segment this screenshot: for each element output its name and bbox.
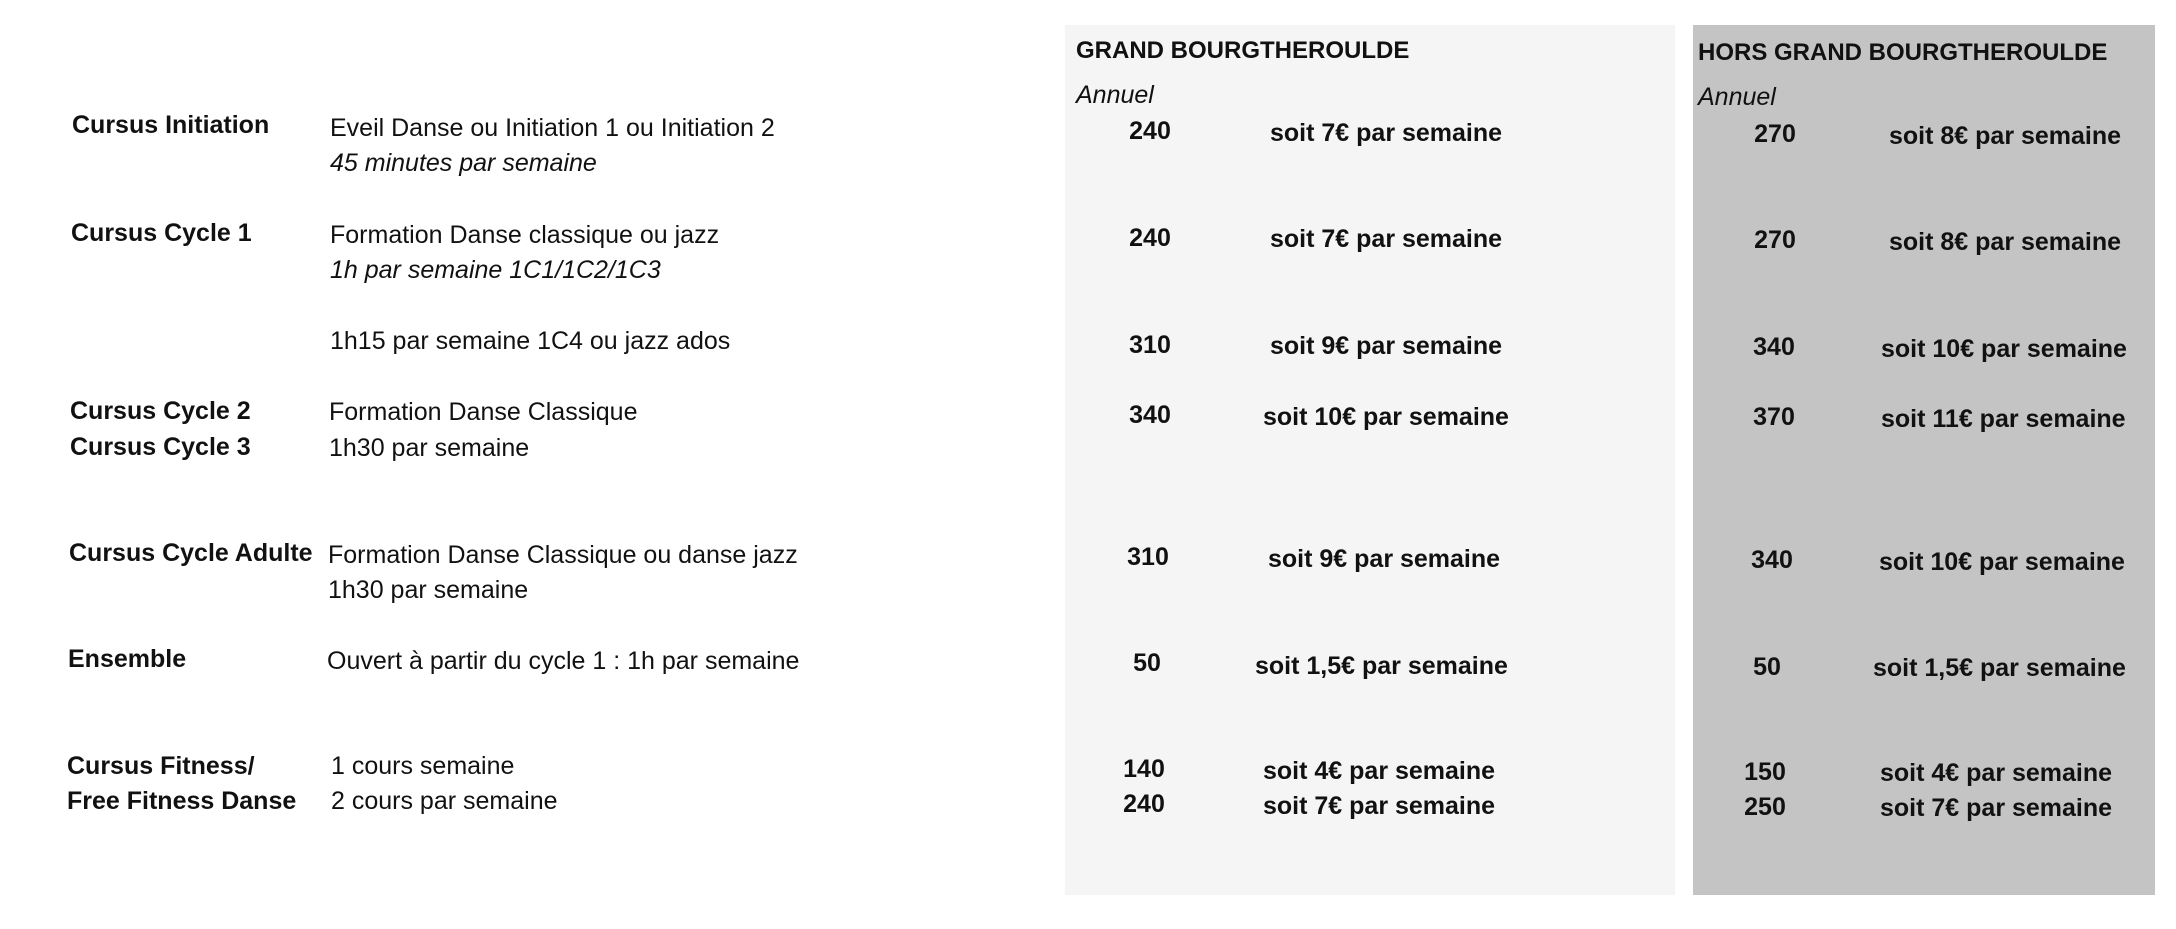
course-name: Free Fitness Danse <box>67 787 297 815</box>
course-name: Cursus Cycle 3 <box>70 433 251 461</box>
grand-weekly-price: soit 4€ par semaine <box>1263 757 1496 785</box>
course-duration: 1h30 par semaine <box>329 434 530 462</box>
course-name: Cursus Initiation <box>72 111 270 139</box>
course-description: 2 cours par semaine <box>331 787 558 815</box>
course-duration: 45 minutes par semaine <box>330 149 597 177</box>
hors-weekly-price: soit 7€ par semaine <box>1880 794 2113 822</box>
grand-annual-price: 310 <box>1127 543 1169 571</box>
course-name: Cursus Cycle Adulte <box>69 539 313 567</box>
course-description: Formation Danse Classique <box>329 398 638 426</box>
hors-weekly-price: soit 11€ par semaine <box>1881 405 2126 433</box>
hors-weekly-price: soit 1,5€ par semaine <box>1873 654 2126 682</box>
course-name: Ensemble <box>68 645 187 673</box>
grand-header: GRAND BOURGTHEROULDE <box>1076 37 1410 64</box>
grand-weekly-price: soit 10€ par semaine <box>1263 403 1509 431</box>
hors-header: HORS GRAND BOURGTHEROULDE <box>1698 39 2108 66</box>
grand-annual-price: 140 <box>1123 755 1165 783</box>
grand-annual-price: 310 <box>1129 331 1171 359</box>
grand-annual-price: 340 <box>1129 401 1171 429</box>
grand-weekly-price: soit 1,5€ par semaine <box>1255 652 1508 680</box>
hors-annual-price: 50 <box>1753 653 1781 681</box>
course-name: Cursus Cycle 2 <box>70 397 251 425</box>
grand-annual-price: 240 <box>1129 224 1171 252</box>
course-description: Formation Danse Classique ou danse jazz <box>328 541 798 569</box>
hors-period-label: Annuel <box>1698 83 1776 111</box>
course-description: 1 cours semaine <box>331 752 515 780</box>
hors-weekly-price: soit 4€ par semaine <box>1880 759 2113 787</box>
hors-weekly-price: soit 10€ par semaine <box>1881 335 2127 363</box>
hors-annual-price: 270 <box>1754 226 1796 254</box>
grand-weekly-price: soit 9€ par semaine <box>1270 332 1503 360</box>
hors-annual-price: 340 <box>1753 333 1795 361</box>
hors-annual-price: 150 <box>1744 758 1786 786</box>
grand-weekly-price: soit 7€ par semaine <box>1270 119 1503 147</box>
grand-annual-price: 240 <box>1123 790 1165 818</box>
course-name: Cursus Fitness/ <box>67 752 255 780</box>
course-description: Eveil Danse ou Initiation 1 ou Initiation 2 <box>330 114 775 142</box>
course-description: Formation Danse classique ou jazz <box>330 221 720 249</box>
grand-annual-price: 50 <box>1133 649 1161 677</box>
grand-weekly-price: soit 7€ par semaine <box>1270 225 1503 253</box>
hors-annual-price: 250 <box>1744 793 1786 821</box>
course-duration: 1h30 par semaine <box>328 576 529 604</box>
course-description: 1h15 par semaine 1C4 ou jazz ados <box>330 327 731 355</box>
course-description: Ouvert à partir du cycle 1 : 1h par semaine <box>327 647 800 675</box>
course-duration: 1h par semaine 1C1/1C2/1C3 <box>330 256 661 284</box>
hors-annual-price: 370 <box>1753 403 1795 431</box>
hors-annual-price: 270 <box>1754 120 1796 148</box>
course-name: Cursus Cycle 1 <box>71 219 252 247</box>
hors-weekly-price: soit 8€ par semaine <box>1889 122 2122 150</box>
hors-weekly-price: soit 10€ par semaine <box>1879 548 2125 576</box>
hors-weekly-price: soit 8€ par semaine <box>1889 228 2122 256</box>
hors-annual-price: 340 <box>1751 546 1793 574</box>
grand-weekly-price: soit 9€ par semaine <box>1268 545 1501 573</box>
grand-period-label: Annuel <box>1076 81 1154 109</box>
grand-annual-price: 240 <box>1129 117 1171 145</box>
grand-weekly-price: soit 7€ par semaine <box>1263 792 1496 820</box>
